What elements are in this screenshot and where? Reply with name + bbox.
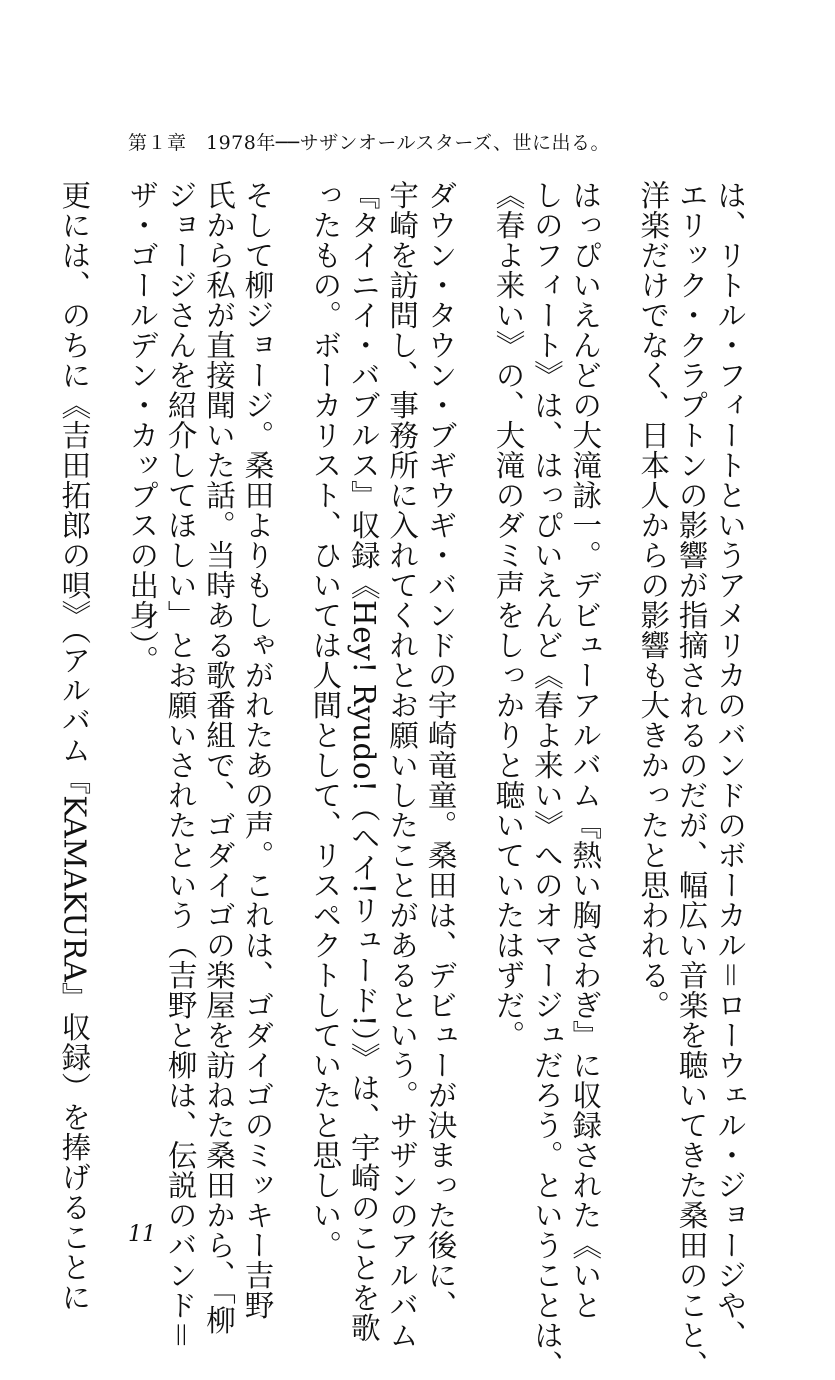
text-line: ったもの。ボーカリスト、ひいては人間として、リスペクトしていたと思しい。 — [308, 180, 343, 1260]
text-line: 《春よ来い》の、大滝のダミ声をしっかりと聴いていたはずだ。 — [491, 180, 526, 1050]
text-line: ジョージさんを紹介してほしい」とお願いされたという（吉野と柳は、伝説のバンド＝ — [163, 180, 198, 1350]
running-header: 第１章 1978年──サザンオールスターズ、世に出る。 — [128, 132, 611, 154]
text-line: はっぴいえんどの大滝詠一。デビューアルバム『熱い胸さわぎ』に収録された《いと — [568, 180, 603, 1320]
text-line: 『タイニイ・バブルス』収録《Hey! Ryudo!（ヘイ!リュード!）》は、宇崎のことを歌 — [346, 180, 381, 1343]
text-line: そして柳ジョージ。桑田よりもしゃがれたあの声。これは、ゴダイゴのミッキー吉野 — [240, 180, 275, 1320]
text-line: 宇崎を訪問し、事務所に入れてくれとお願いしたことがあるという。サザンのアルバム — [385, 180, 420, 1350]
text-line: エリック・クラプトンの影響が指摘されるのだが、幅広い音楽を聴いてきた桑田のこと、 — [674, 180, 709, 1380]
text-line: 氏から私が直接聞いた話。当時ある歌番組で、ゴダイゴの楽屋を訪ねた桑田から、「柳 — [202, 180, 237, 1336]
text-line: 洋楽だけでなく、日本人からの影響も大きかったと思われる。 — [636, 180, 671, 1020]
text-line: ダウン・タウン・ブギウギ・バンドの宇崎竜童。桑田は、デビューが決まった後に、 — [423, 180, 458, 1320]
text-line: は、リトル・フィートというアメリカのバンドのボーカル＝ローウェル・ジョージや、 — [713, 180, 747, 1350]
text-line: しのフィート》は、はっぴいえんど《春よ来い》へのオマージュだろう。ということは、 — [529, 180, 564, 1380]
text-line: 更には、のちに《吉田拓郎の唄》（アルバム『KAMAKURA』収録）を捧げることに — [57, 180, 92, 1313]
page-number: 11 — [128, 1222, 156, 1247]
text-line: ザ・ゴールデン・カップスの出身）。 — [125, 180, 160, 676]
